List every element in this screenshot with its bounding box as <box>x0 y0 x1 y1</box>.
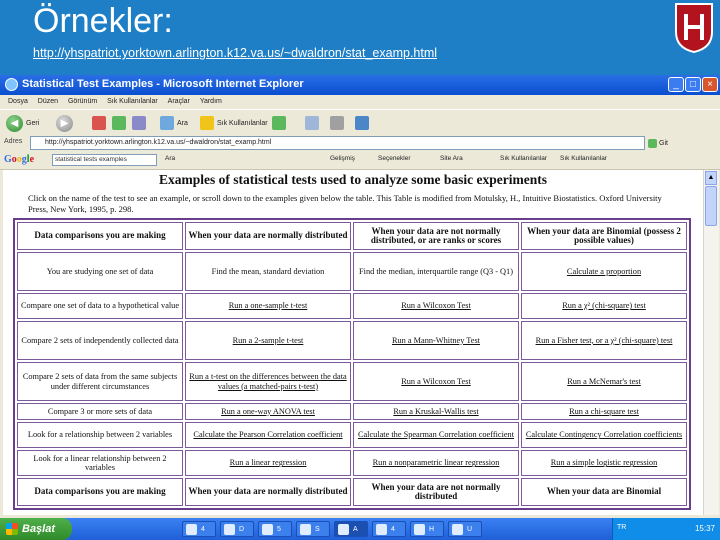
test-link[interactable]: Calculate the Pearson Correlation coefficient <box>193 430 343 440</box>
taskbar-item-label: 4 <box>201 526 205 533</box>
close-button[interactable]: × <box>702 77 718 92</box>
test-link[interactable]: Run a Mann-Whitney Test <box>392 335 480 345</box>
print-button[interactable] <box>330 113 344 133</box>
taskbar-item-label: U <box>467 526 473 533</box>
star-icon <box>200 116 214 130</box>
table-row <box>17 362 687 401</box>
taskbar-item-label: S <box>315 526 320 533</box>
table-cell-link[interactable] <box>185 403 351 420</box>
table-row <box>17 293 687 319</box>
table-header: Data comparisons you are making <box>17 222 183 250</box>
forward-arrow-icon: ▶ <box>56 115 73 132</box>
table-cell-link[interactable] <box>353 450 519 476</box>
table-footer-row <box>17 478 687 506</box>
search-label: Ara <box>177 119 188 127</box>
table-cell: Look for a relationship between 2 variables <box>17 422 183 448</box>
app-icon <box>376 524 387 535</box>
forward-button[interactable] <box>56 113 76 133</box>
google-bookmark-1[interactable]: Sık Kullanılanlar <box>500 155 547 162</box>
app-icon <box>338 524 349 535</box>
table-cell-link[interactable] <box>521 422 687 448</box>
test-link[interactable]: Run a nonparametric linear regression <box>372 458 500 468</box>
mail-button[interactable] <box>305 113 319 133</box>
test-link[interactable]: Calculate the Spearman Correlation coefficient <box>357 430 515 440</box>
table-cell-link[interactable] <box>521 450 687 476</box>
table-header: Data comparisons you are making <box>17 478 183 506</box>
menu-view[interactable]: Görünüm <box>67 98 98 105</box>
start-label: Başlat <box>22 523 56 535</box>
table-header: When your data are not normally distributed <box>353 478 519 506</box>
table-row <box>17 321 687 360</box>
table-cell-link[interactable] <box>521 293 687 319</box>
menu-help[interactable]: Yardım <box>199 98 222 105</box>
table-cell-link[interactable] <box>353 403 519 420</box>
table-cell: Compare 2 sets of data from the same subjects under different circumstances <box>17 362 183 401</box>
table-cell-link[interactable] <box>353 321 519 360</box>
app-icon <box>224 524 235 535</box>
test-link[interactable]: Run a one-way ANOVA test <box>221 406 315 416</box>
table-cell-link[interactable] <box>185 293 351 319</box>
taskbar-item[interactable] <box>410 521 444 537</box>
test-link[interactable]: Run a chi-square test <box>569 406 639 416</box>
table-cell-link[interactable] <box>521 403 687 420</box>
table-cell-link[interactable] <box>185 450 351 476</box>
table-cell: You are studying one set of data <box>17 252 183 291</box>
taskbar-item[interactable] <box>448 521 482 537</box>
vertical-scrollbar[interactable] <box>703 170 719 515</box>
taskbar-item-active[interactable] <box>334 521 368 537</box>
google-search-button[interactable]: Ara <box>165 155 176 162</box>
go-button[interactable] <box>648 136 670 150</box>
browser-toolbar <box>0 109 720 137</box>
test-link[interactable]: Run a Wilcoxon Test <box>401 301 471 311</box>
go-arrow-icon <box>648 139 657 148</box>
start-button[interactable] <box>0 518 72 540</box>
refresh-button[interactable] <box>112 113 126 133</box>
table-row <box>17 252 687 291</box>
app-icon <box>262 524 273 535</box>
taskbar-item[interactable] <box>220 521 254 537</box>
stop-button[interactable] <box>92 113 106 133</box>
refresh-icon <box>112 116 126 130</box>
table-cell: Find the median, interquartile range (Q3 - Q1) <box>353 252 519 291</box>
page-content <box>3 170 703 515</box>
maximize-button[interactable]: □ <box>685 77 701 92</box>
app-icon <box>452 524 463 535</box>
menu-bar <box>0 95 720 109</box>
test-link[interactable]: Calculate Contingency Correlation coefficients <box>525 430 683 440</box>
page-intro: Click on the name of the test to see an example, or scroll down to the examples given below the table. This Table is modified from Motulsky, H., Intuitive Biostatistics. Oxford University Press, New York, 1995, p. 298. <box>28 193 662 214</box>
table-cell: Compare 3 or more sets of data <box>17 403 183 420</box>
table-row <box>17 422 687 448</box>
menu-tools[interactable]: Araçlar <box>167 98 190 105</box>
windows-logo-icon <box>6 523 18 535</box>
table-cell-link[interactable] <box>353 422 519 448</box>
test-link[interactable]: Run a Kruskal-Wallis test <box>393 406 479 416</box>
statistics-table <box>13 218 691 510</box>
edit-button[interactable] <box>355 113 369 133</box>
google-toolbar <box>0 152 720 170</box>
google-bookmark-2[interactable]: Sık Kullanılanlar <box>560 155 607 162</box>
google-advanced-button[interactable]: Gelişmiş <box>330 155 355 162</box>
address-bar <box>0 135 720 153</box>
app-icon <box>414 524 425 535</box>
google-options-button[interactable]: Seçenekler <box>378 155 411 162</box>
test-link[interactable]: Run a χ² (chi-square) test <box>562 301 646 311</box>
menu-file[interactable]: Dosya <box>8 98 28 105</box>
home-icon <box>132 116 146 130</box>
university-logo-icon <box>672 2 716 54</box>
table-header: When your data are normally distributed <box>185 478 351 506</box>
history-icon <box>272 116 286 130</box>
taskbar-item[interactable] <box>182 521 216 537</box>
table-cell-link[interactable] <box>521 321 687 360</box>
back-button[interactable] <box>6 113 39 133</box>
google-logo: Google <box>4 154 35 165</box>
app-icon <box>186 524 197 535</box>
clock: 15:37 <box>694 524 715 533</box>
test-link[interactable]: Run a Fisher test, or a χ² (chi-square) test <box>535 335 673 345</box>
test-link[interactable]: Run a McNemar's test <box>567 376 641 386</box>
screenshot-window <box>0 75 720 540</box>
table-header: When your data are Binomial <box>521 478 687 506</box>
address-input[interactable]: http://yhspatriot.yorktown.arlington.k12.va.us/~dwaldron/stat_examp.html <box>30 136 645 150</box>
stop-icon <box>92 116 106 130</box>
google-search-input[interactable]: statistical tests examples <box>52 154 157 166</box>
test-link[interactable]: Run a one-sample t-test <box>228 301 308 311</box>
history-button[interactable] <box>272 113 286 133</box>
test-link[interactable]: Run a simple logistic regression <box>550 458 658 468</box>
back-label: Geri <box>26 119 40 127</box>
slide-title: Örnekler: <box>33 2 173 40</box>
table-cell: Compare 2 sets of independently collected data <box>17 321 183 360</box>
table-cell-link[interactable] <box>353 362 519 401</box>
test-link[interactable]: Run a t-test on the differences between the data values (a matched-pairs t-test) <box>189 372 347 391</box>
search-button[interactable] <box>160 113 188 133</box>
search-icon <box>160 116 174 130</box>
address-label: Adres <box>4 138 23 145</box>
test-link[interactable]: Run a 2-sample t-test <box>232 335 304 345</box>
ie-icon <box>5 78 18 91</box>
taskbar-item-label: D <box>239 526 245 533</box>
app-icon <box>300 524 311 535</box>
taskbar <box>0 518 720 540</box>
window-title: Statistical Test Examples - Microsoft Internet Explorer <box>22 78 304 90</box>
table-cell-link[interactable] <box>521 362 687 401</box>
scroll-up-icon[interactable]: ▲ <box>705 171 717 185</box>
print-icon <box>330 116 344 130</box>
scroll-thumb[interactable] <box>705 186 717 226</box>
menu-edit[interactable]: Düzen <box>37 98 59 105</box>
back-arrow-icon: ◀ <box>6 115 23 132</box>
taskbar-item[interactable] <box>258 521 292 537</box>
system-tray <box>612 518 720 540</box>
table-cell-link[interactable] <box>521 252 687 291</box>
test-link[interactable]: Calculate a proportion <box>566 266 642 276</box>
window-titlebar <box>0 75 720 95</box>
favorites-button[interactable] <box>200 113 268 133</box>
table-row <box>17 450 687 476</box>
table-header: When your data are not normally distributed, or are ranks or scores <box>353 222 519 250</box>
table-header: When your data are Binomial (possess 2 possible values) <box>521 222 687 250</box>
mail-icon <box>305 116 319 130</box>
table-header: When your data are normally distributed <box>185 222 351 250</box>
taskbar-item-label: H <box>429 526 435 533</box>
home-button[interactable] <box>132 113 146 133</box>
table-cell: Find the mean, standard deviation <box>185 252 351 291</box>
page-heading: Examples of statistical tests used to analyze some basic experiments <box>158 172 548 187</box>
slide-url-link[interactable]: http://yhspatriot.yorktown.arlington.k12.va.us/~dwaldron/stat_examp.html <box>33 46 438 60</box>
language-indicator[interactable]: TR <box>617 524 627 531</box>
taskbar-item-label: 4 <box>391 526 395 533</box>
table-cell-link[interactable] <box>185 422 351 448</box>
table-cell-link[interactable] <box>185 362 351 401</box>
minimize-button[interactable]: _ <box>668 77 684 92</box>
table-cell: Compare one set of data to a hypothetical value <box>17 293 183 319</box>
table-cell-link[interactable] <box>185 321 351 360</box>
table-header-row <box>17 222 687 250</box>
google-site-search[interactable]: Site Ara <box>440 155 463 162</box>
edit-icon <box>355 116 369 130</box>
favorites-label: Sık Kullanılanlar <box>217 119 268 127</box>
table-cell: Look for a linear relationship between 2 variables <box>17 450 183 476</box>
taskbar-item-label: A <box>353 526 358 533</box>
taskbar-item-label: 5 <box>277 526 281 533</box>
test-link[interactable]: Run a linear regression <box>229 458 307 468</box>
table-cell-link[interactable] <box>353 293 519 319</box>
taskbar-item[interactable] <box>296 521 330 537</box>
menu-favorites[interactable]: Sık Kullanılanlar <box>107 98 158 105</box>
table-row <box>17 403 687 420</box>
taskbar-item[interactable] <box>372 521 406 537</box>
test-link[interactable]: Run a Wilcoxon Test <box>401 376 471 386</box>
go-label: Git <box>659 139 668 147</box>
